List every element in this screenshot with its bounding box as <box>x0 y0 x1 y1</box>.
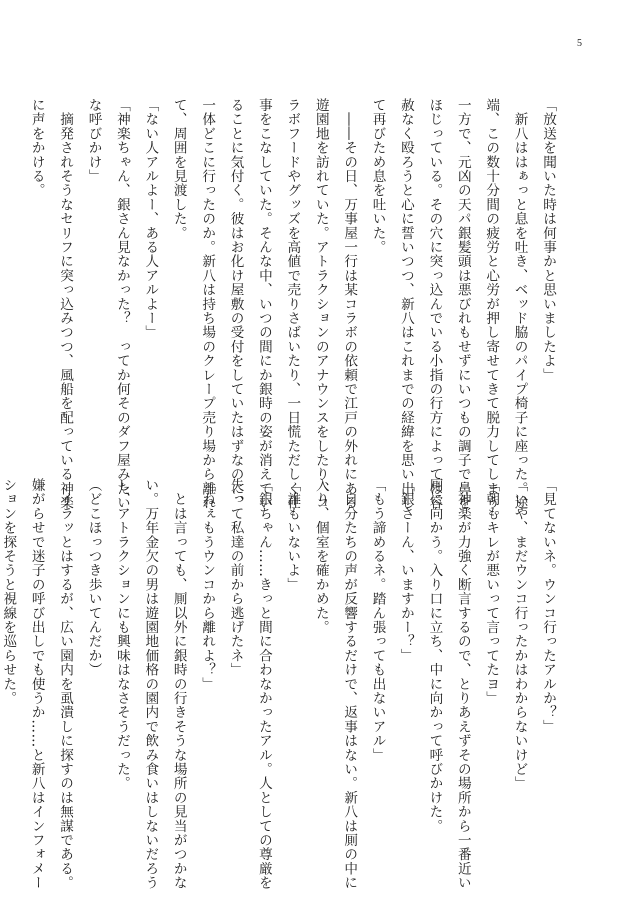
text-line: 「誰もいないよ」 <box>284 478 301 592</box>
text-line: に声をかける。 <box>28 98 45 198</box>
text-line: ――その日、万事屋一行は某コラボの依頼で江戸の外れにある <box>341 98 358 510</box>
text-line: 「ねぇもうウンコから離れよ？」 <box>199 478 216 691</box>
text-line: 「銀さーん、いますかー？」 <box>397 478 414 663</box>
text-line: し、アトラクションにも興味はなさそうだった。 <box>113 478 130 791</box>
text-line: 入り、個室を確かめた。 <box>312 478 329 635</box>
lower-text-block <box>0 478 562 890</box>
text-line: （どこほっつき歩いてんだか） <box>85 478 102 677</box>
text-line: 端、この数十分間の疲労と心労が押し寄せてきて脱力してしまう。 <box>483 98 500 524</box>
text-line: イラッとはするが、広い園内を虱潰しに探すのは無謀である。 <box>57 478 74 890</box>
text-line: 「見てないネ。ウンコ行ったアルか？」 <box>540 478 556 734</box>
text-line: 新八ははぁっと息を吐き、ベッド脇のパイプ椅子に座った。途 <box>511 98 528 510</box>
text-line: 摘発されそうなセリフに突っ込みつつ、風船を配っている神楽 <box>57 98 74 510</box>
text-line: 一体どこに行ったのか。新八は持ち場のクレープ売り場から離れ <box>199 98 216 510</box>
text-line: て、周囲を見渡した。 <box>170 98 187 240</box>
text-line: 「朝もキレが悪いって言ってたヨ」 <box>483 478 500 706</box>
text-line: 厠に向かう。入り口に立ち、中に向かって呼びかけた。 <box>426 478 443 833</box>
text-line: 自分たちの声が反響するだけで、返事はない。新八は厠の中に <box>341 478 358 890</box>
text-line: 一方で、元凶の天パ銀髪頭は悪びれもせずにいつもの調子で鼻を <box>454 98 471 510</box>
text-line: 嫌がらせで迷子の呼び出しでも使うか……と新八はインフォメー <box>28 478 45 890</box>
text-line: 「いや、まだウンコ行ったかはわからないけど」 <box>511 478 528 791</box>
text-line: 事をこなしていた。そんな中、いつの間にか銀時の姿が消えてい <box>255 98 272 510</box>
text-line: 「放送を聞いた時は何事かと思いましたよ」 <box>540 98 556 382</box>
text-line: とは言っても、厠以外に銀時の行きそうな場所の見当がつかな <box>170 478 187 890</box>
text-line: 「ない人アルよー、ある人アルよー」 <box>142 98 159 340</box>
text-line: ほじっている。その穴に突っ込んでいる小指の行方によっては容 <box>426 98 443 510</box>
text-line: 赦なく殴ろうと心に誓いつつ、新八はこれまでの経緯を思い出し <box>397 98 414 510</box>
text-line: ションを探そうと視線を巡らせた。 <box>0 478 17 706</box>
text-line: ることに気付く。彼はお化け屋敷の受付をしていたはずなのに、 <box>227 98 244 510</box>
text-line: 遊園地を訪れていた。アトラクションのアナウンスをしたり、コ <box>312 98 329 510</box>
text-line: 「銀ちゃん……きっと間に合わなかったアル。人としての尊厳を <box>255 478 272 890</box>
text-line: い。万年金欠の男は遊園地価格の園内で飲み食いはしないだろう <box>142 478 159 890</box>
text-line: 失って私達の前から逃げたネ」 <box>227 478 244 677</box>
page-number: 5 <box>577 38 582 49</box>
text-line: 神楽が力強く断言するので、とりあえずその場所から一番近い <box>454 478 471 890</box>
text-line: ラボフードやグッズを高値で売りさばいたり、一日慌ただしく仕 <box>284 98 301 510</box>
text-line: な呼びかけ」 <box>85 98 102 184</box>
text-line: て再びため息を吐いた。 <box>369 98 386 255</box>
upper-text-block <box>28 98 562 524</box>
text-line: 「もう諦めるネ。踏ん張っても出ないアル」 <box>369 478 386 762</box>
text-line: 「神楽ちゃん、銀さん見なかった？ ってか何そのダフ屋みたい <box>113 98 130 510</box>
